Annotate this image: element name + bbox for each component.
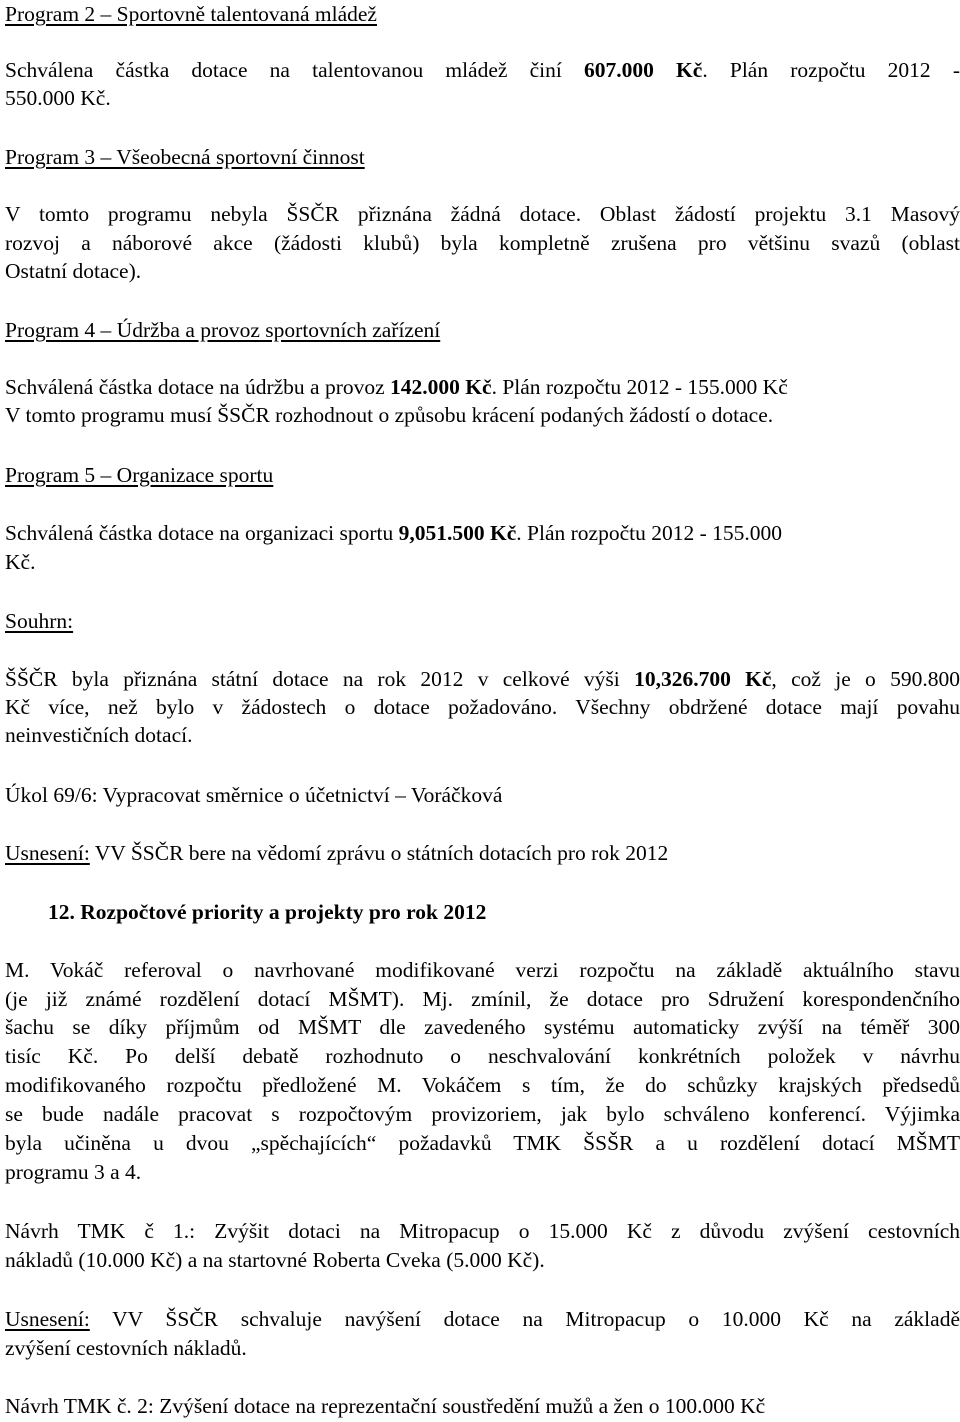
section-12-heading: 12. Rozpočtové priority a projekty pro rok 2012 [48, 900, 487, 924]
resolution-2-line: Usnesení: VV ŠSČR schvaluje navýšení dotace na Mitropacup o 10.000 Kč na základě [5, 1307, 960, 1331]
resolution-2-line: zvýšení cestovních nákladů. [5, 1336, 247, 1360]
program-4-text-line: Schválená částka dotace na údržbu a provoz 142.000 Kč. Plán rozpočtu 2012 - 155.000 Kč [5, 375, 788, 399]
section-12-paragraph-line: byla učiněna u dvou „spěchajících“ požadavků TMK ŠSŠR a u rozdělení dotací MŠMT [5, 1131, 960, 1155]
section-12-paragraph-line: se bude nadále pracovat s rozpočtovým provizoriem, jak bylo schváleno konferencí. Výjimka [5, 1102, 960, 1126]
program-3-text-line: V tomto programu nebyla ŠSČR přiznána žádná dotace. Oblast žádostí projektu 3.1 Masový [5, 202, 960, 226]
program-4-heading: Program 4 – Údržba a provoz sportovních zařízení [5, 318, 441, 342]
program-3-text-line: rozvoj a náborové akce (žádosti klubů) byla kompletně zrušena pro většinu svazů (oblast [5, 231, 960, 255]
program-3-text-line: Ostatní dotace). [5, 259, 142, 283]
tmk-proposal-1-line: nákladů (10.000 Kč) a na startovné Roberta Cveka (5.000 Kč). [5, 1248, 545, 1272]
resolution-label: Usnesení: [5, 1307, 90, 1331]
section-12-paragraph-line: M. Vokáč referoval o navrhované modifikované verzi rozpočtu na základě aktuálního stavu [5, 958, 960, 982]
resolution-label: Usnesení: [5, 841, 90, 865]
program-2-heading: Program 2 – Sportovně talentovaná mládež [5, 2, 377, 26]
program-2-text-line: Schválena částka dotace na talentovanou mládež činí 607.000 Kč. Plán rozpočtu 2012 - [5, 58, 960, 82]
tmk-proposal-1-line: Návrh TMK č 1.: Zvýšit dotaci na Mitropacup o 15.000 Kč z důvodu zvýšení cestovních [5, 1219, 960, 1243]
program-4-text-line: V tomto programu musí ŠSČR rozhodnout o způsobu krácení podaných žádostí o dotace. [5, 403, 774, 427]
summary-text-line: neinvestičních dotací. [5, 723, 193, 747]
summary-text-line: Kč více, než bylo v žádostech o dotace požadováno. Všechny obdržené dotace mají povahu [5, 695, 960, 719]
section-12-paragraph-line: tisíc Kč. Po delší debatě rozhodnuto o neschvalování konkrétních položek v návrhu [5, 1044, 960, 1068]
program-5-text-line: Schválená částka dotace na organizaci sportu 9,051.500 Kč. Plán rozpočtu 2012 - 155.000 [5, 521, 782, 545]
tmk-proposal-2-line: Návrh TMK č. 2: Zvýšení dotace na reprezentační soustředění mužů a žen o 100.000 Kč [5, 1394, 766, 1418]
section-12-paragraph-line: šachu se díky příjmům od MŠMT dle zavedeného systému automaticky zvýší na téměř 300 [5, 1015, 960, 1039]
program-5-text-line: Kč. [5, 550, 36, 574]
section-12-paragraph-line: modifikovaného rozpočtu předložené M. Vokáčem s tím, že do schůzky krajských předsedů [5, 1073, 960, 1097]
program-2-text-line: 550.000 Kč. [5, 86, 111, 110]
section-12-paragraph-line: (je již známé rozdělení dotací MŠMT). Mj. zmínil, že dotace pro Sdružení korespondenčního [5, 987, 960, 1011]
program-3-heading: Program 3 – Všeobecná sportovní činnost [5, 145, 365, 169]
summary-text-line: ŠŠČR byla přiznána státní dotace na rok 2012 v celkové výši 10,326.700 Kč, což je o 590.800 [5, 667, 960, 691]
resolution-line: Usnesení: VV ŠSČR bere na vědomí zprávu o státních dotacích pro rok 2012 [5, 841, 669, 865]
task-line: Úkol 69/6: Vypracovat směrnice o účetnictví – Voráčková [5, 783, 503, 807]
summary-heading: Souhrn: [5, 609, 74, 633]
section-12-paragraph-line: programu 3 a 4. [5, 1160, 142, 1184]
program-5-heading: Program 5 – Organizace sportu [5, 463, 274, 487]
